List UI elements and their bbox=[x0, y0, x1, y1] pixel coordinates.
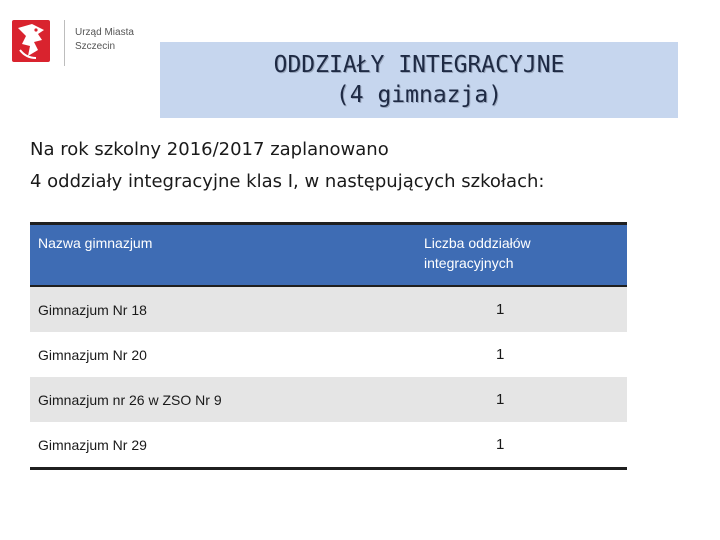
logo-line-2: Szczecin bbox=[75, 41, 116, 52]
class-count: 1 bbox=[386, 422, 627, 469]
title-banner bbox=[160, 42, 678, 118]
schools-table bbox=[30, 222, 627, 470]
logo-divider bbox=[64, 20, 65, 66]
logo-text bbox=[75, 26, 134, 54]
column-header-count: Liczba oddziałów integracyjnych bbox=[386, 224, 627, 287]
school-name: Gimnazjum nr 26 w ZSO Nr 9 bbox=[30, 377, 386, 422]
class-count: 1 bbox=[496, 346, 505, 363]
school-name: Gimnazjum Nr 18 bbox=[30, 286, 386, 332]
city-logo bbox=[12, 20, 142, 66]
class-count: 1 bbox=[386, 286, 627, 332]
class-count: 1 bbox=[386, 377, 627, 422]
title-line-1: ODDZIAŁY INTEGRACYJNE bbox=[273, 52, 565, 78]
table-row bbox=[30, 332, 627, 377]
table-row bbox=[30, 286, 627, 332]
griffin-logo-icon bbox=[12, 20, 50, 62]
intro-line-2: 4 oddziały integracyjne klas I, w następujących szkołach: bbox=[30, 171, 545, 192]
table-header-row bbox=[30, 224, 627, 287]
table-row bbox=[30, 377, 627, 422]
title-line-2: (4 gimnazja) bbox=[335, 82, 503, 108]
logo-line-1: Urząd Miasta bbox=[75, 27, 134, 38]
intro-text bbox=[30, 134, 710, 198]
column-header-name: Nazwa gimnazjum bbox=[30, 224, 386, 287]
school-name: Gimnazjum Nr 29 bbox=[30, 422, 386, 469]
table-row bbox=[30, 422, 627, 469]
intro-line-1: Na rok szkolny 2016/2017 zaplanowano bbox=[30, 139, 389, 160]
school-name: Gimnazjum Nr 20 bbox=[38, 346, 147, 363]
